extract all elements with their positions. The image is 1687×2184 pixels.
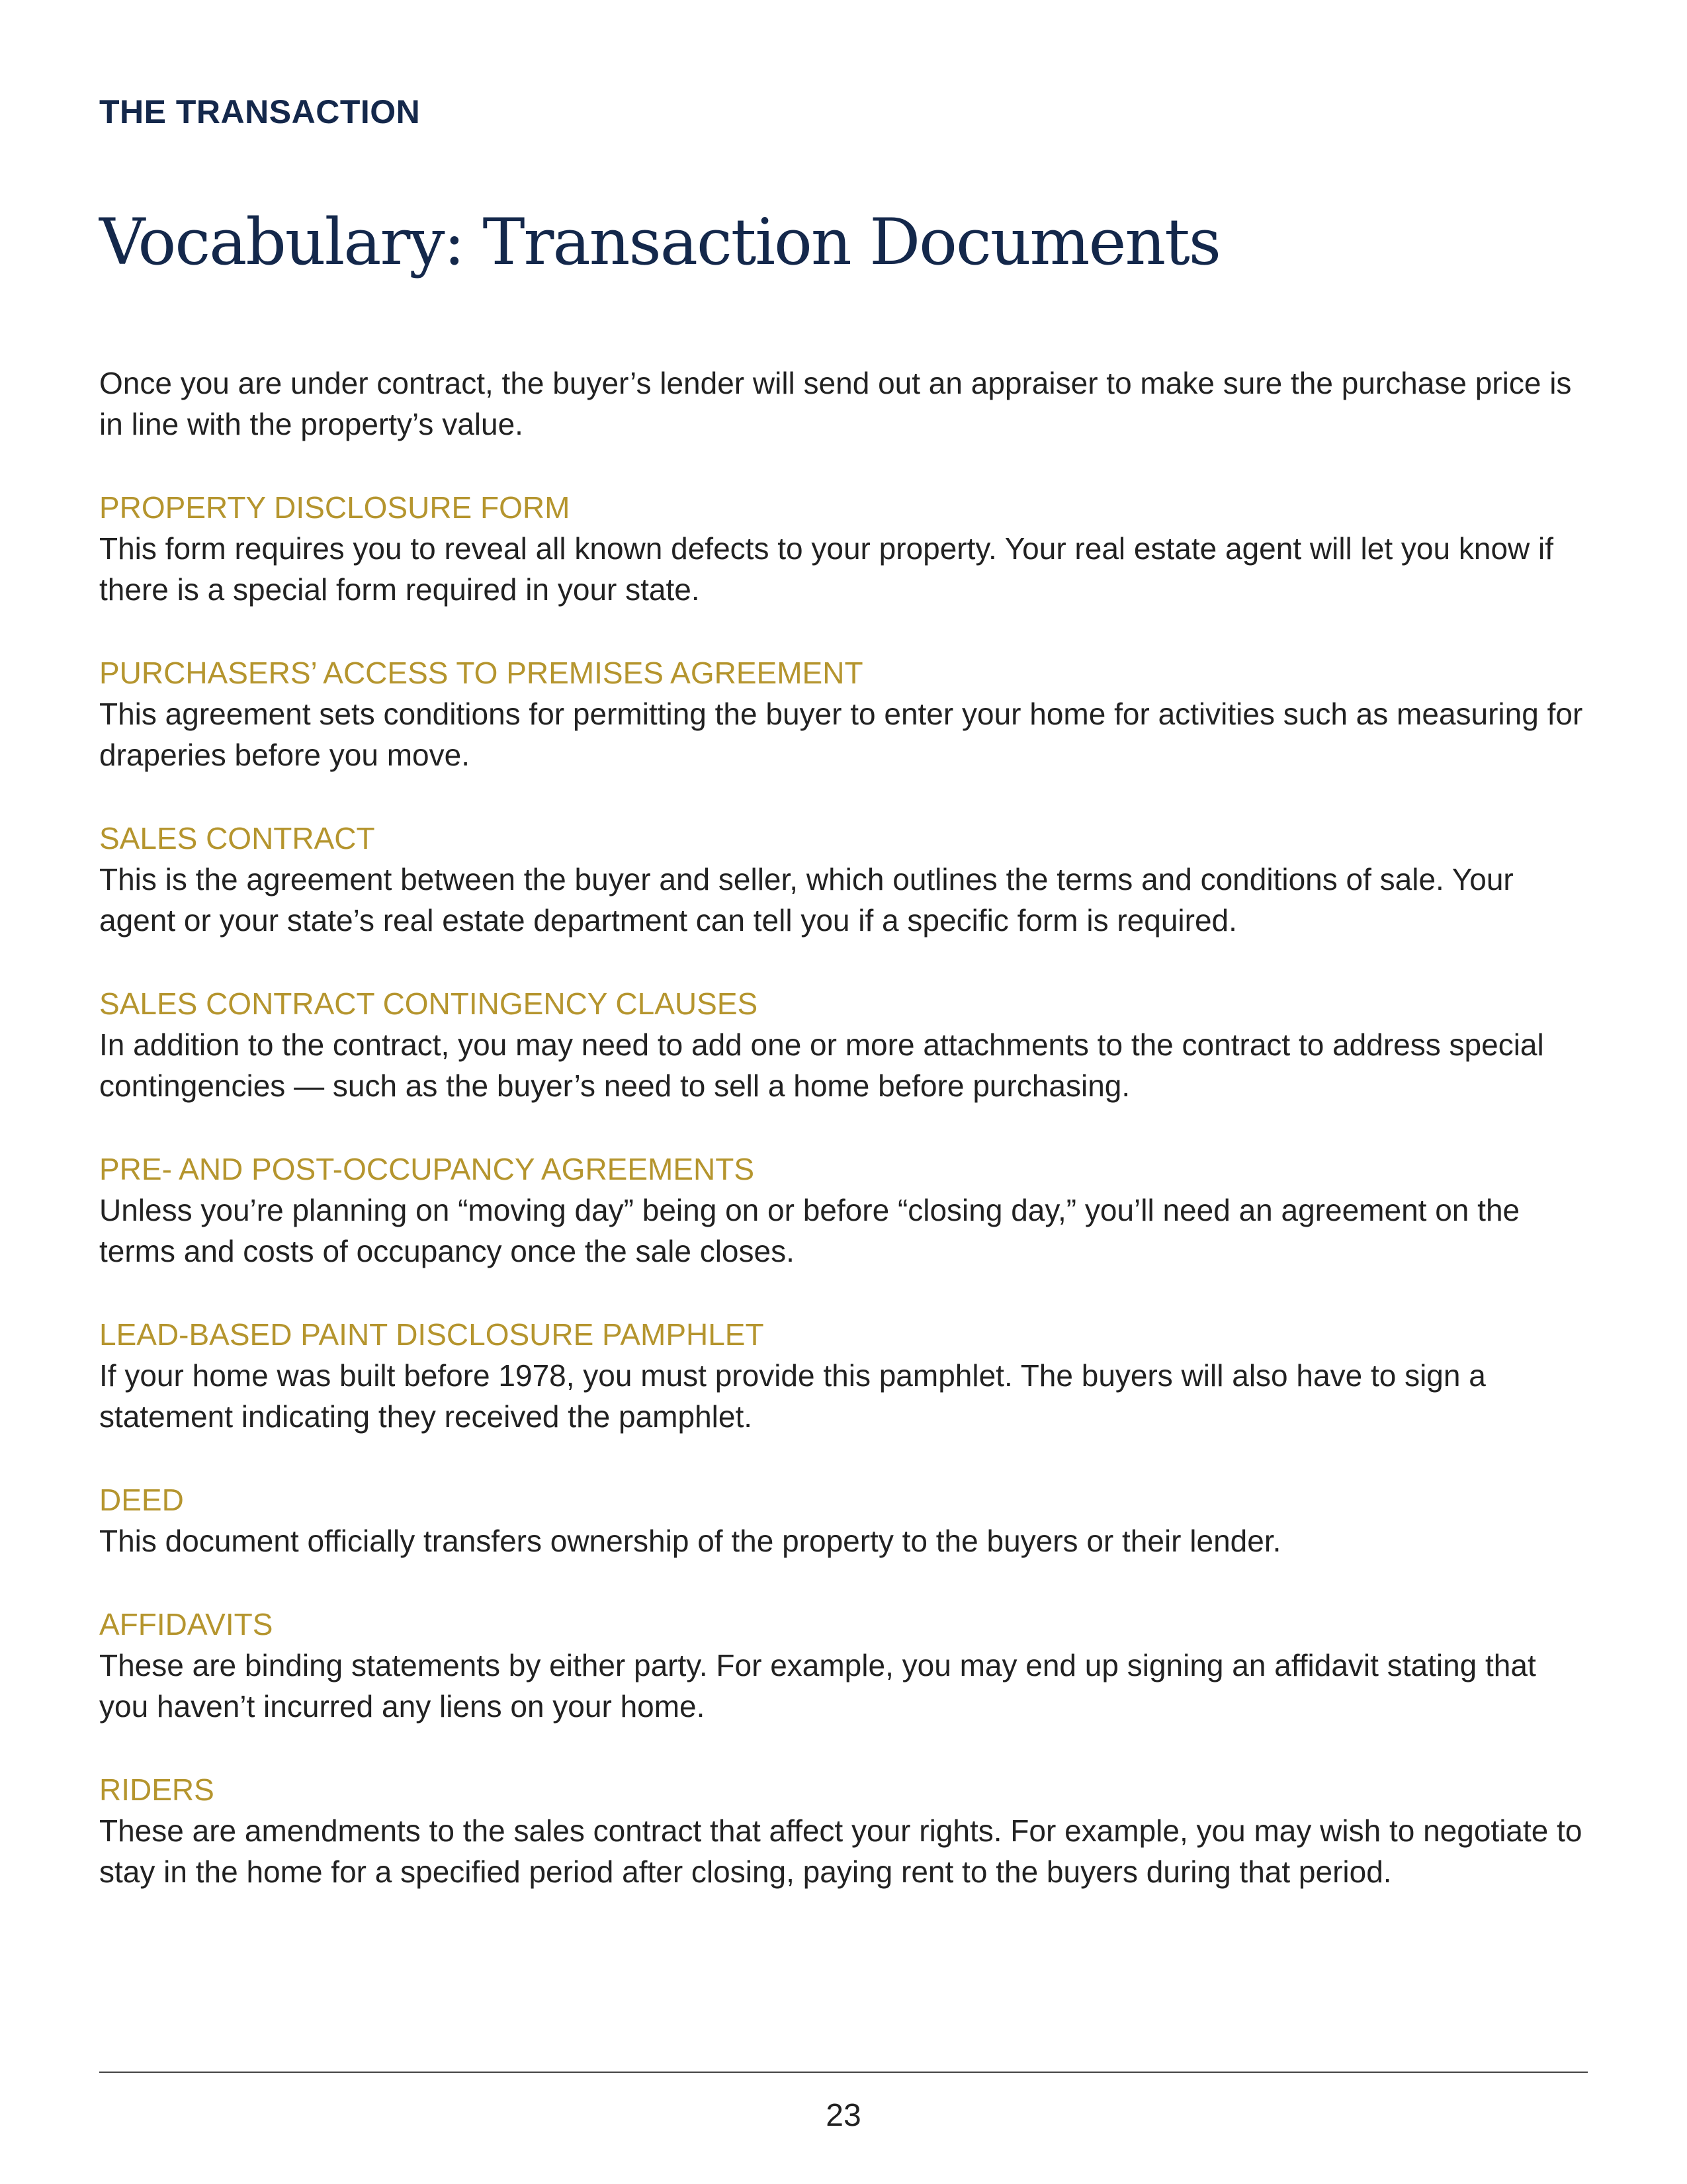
term-affidavits bbox=[99, 1604, 1588, 1727]
term-property-disclosure-form bbox=[99, 487, 1588, 610]
term-title: SALES CONTRACT bbox=[99, 821, 375, 855]
term-title: SALES CONTRACT CONTINGENCY CLAUSES bbox=[99, 986, 758, 1021]
term-title: DEED bbox=[99, 1483, 184, 1517]
term-body: These are binding statements by either party. For example, you may end up signing an affidavit stating that you haven’t incurred any liens on your home. bbox=[99, 1648, 1536, 1724]
term-sales-contract-contingency-clauses bbox=[99, 983, 1588, 1106]
term-body: These are amendments to the sales contract that affect your rights. For example, you may wish to negotiate to stay in the home for a specified period after closing, paying rent to the buyers during that period. bbox=[99, 1813, 1582, 1889]
term-body: If your home was built before 1978, you must provide this pamphlet. The buyers will also have to sign a statement indicating they received the pamphlet. bbox=[99, 1358, 1486, 1434]
term-sales-contract bbox=[99, 818, 1588, 941]
term-body: This form requires you to reveal all known defects to your property. Your real estate agent will let you know if there is a special form required in your state. bbox=[99, 531, 1554, 607]
intro-paragraph: Once you are under contract, the buyer’s lender will send out an appraiser to make sure the purchase price is in line with the property’s value. bbox=[99, 366, 1572, 441]
term-deed bbox=[99, 1479, 1588, 1561]
term-title: RIDERS bbox=[99, 1772, 214, 1807]
document-page bbox=[99, 0, 1588, 2184]
term-body: Unless you’re planning on “moving day” being on or before “closing day,” you’ll need an agreement on the terms and costs of occupancy once the sale closes. bbox=[99, 1193, 1520, 1268]
page-title: Vocabulary: Transaction Documents bbox=[99, 205, 1221, 279]
term-purchasers-access-agreement bbox=[99, 652, 1588, 775]
term-title: AFFIDAVITS bbox=[99, 1607, 273, 1641]
term-body: This is the agreement between the buyer and seller, which outlines the terms and conditions of sale. Your agent or your state’s real estate department can tell you if a specific form is required. bbox=[99, 862, 1514, 938]
term-body: This agreement sets conditions for permitting the buyer to enter your home for activities such as measuring for draperies before you move. bbox=[99, 697, 1583, 772]
term-lead-based-paint-pamphlet bbox=[99, 1314, 1588, 1437]
footer-divider bbox=[99, 2072, 1588, 2073]
content bbox=[99, 363, 1588, 1935]
section-label: THE TRANSACTION bbox=[99, 93, 421, 130]
term-title: PURCHASERS’ ACCESS TO PREMISES AGREEMENT bbox=[99, 656, 863, 690]
term-title: PRE- AND POST-OCCUPANCY AGREEMENTS bbox=[99, 1152, 755, 1186]
term-occupancy-agreements bbox=[99, 1149, 1588, 1272]
term-body: This document officially transfers ownership of the property to the buyers or their lender. bbox=[99, 1524, 1281, 1558]
term-title: LEAD-BASED PAINT DISCLOSURE PAMPHLET bbox=[99, 1317, 764, 1352]
page-number: 23 bbox=[826, 2098, 861, 2133]
term-body: In addition to the contract, you may need to add one or more attachments to the contract to address special contingencies — such as the buyer’s need to sell a home before purchasing. bbox=[99, 1027, 1544, 1103]
term-title: PROPERTY DISCLOSURE FORM bbox=[99, 490, 570, 525]
term-riders bbox=[99, 1769, 1588, 1892]
